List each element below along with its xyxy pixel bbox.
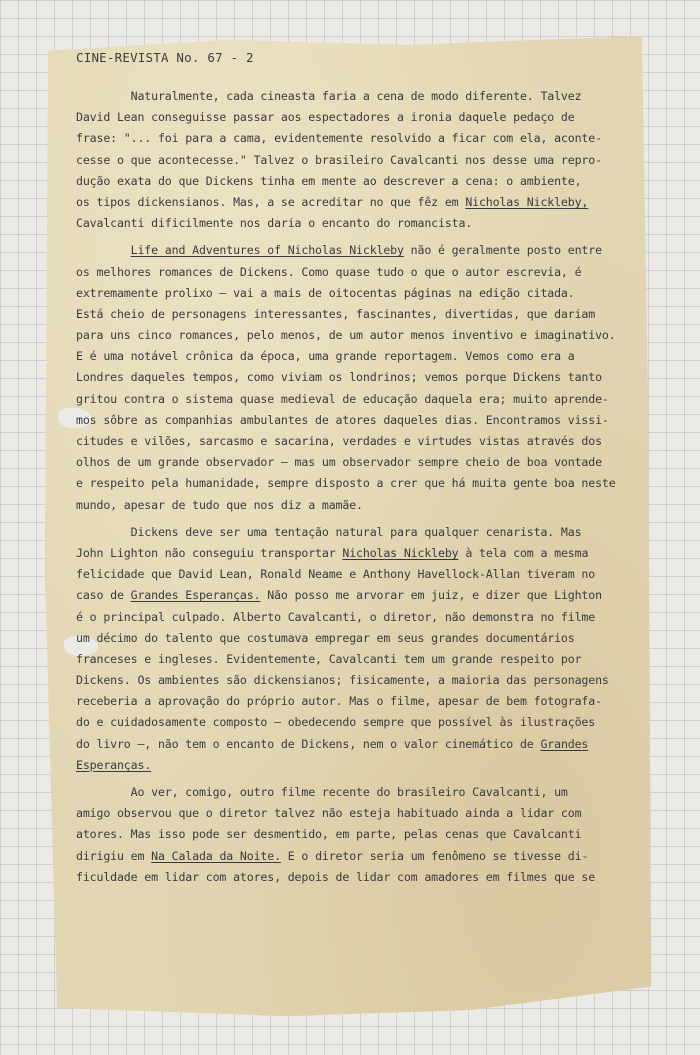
paragraph [76, 86, 651, 234]
text-segment: os tipos dickensianos. Mas, a se acreditar no que fêz em [76, 194, 466, 209]
text-segment: Naturalmente, cada cineasta faria a cena de modo diferente. Talvez [76, 89, 582, 103]
text-line [76, 712, 651, 733]
page-header: CINE-REVISTA No. 67 - 2 [76, 50, 254, 65]
text-line [76, 150, 651, 171]
underlined-title: Esperanças. [76, 757, 152, 772]
text-segment: Dickens. Os ambientes são dickensianos; fisicamente, a maioria das personagens [76, 673, 609, 688]
text-segment: Está cheio de personagens interessantes, fascinantes, divertidas, que dariam [76, 306, 596, 321]
underlined-title: Nicholas Nickleby [342, 545, 459, 560]
text-line [76, 262, 651, 283]
typed-body-text [76, 86, 651, 888]
text-line [76, 564, 651, 585]
text-segment: Não posso me arvorar em juiz, e dizer que Lighton [260, 588, 602, 603]
text-segment: do livro —, não tem o encanto de Dickens, nem o valor cinemático de [76, 736, 541, 751]
text-segment: E o diretor seria um fenômeno se tivesse di- [280, 848, 589, 863]
text-segment: um décimo do talento que costumava empregar em seus grandes documentários [76, 630, 575, 645]
text-line [76, 543, 651, 564]
text-segment: do e cuidadosamente composto — obedecendo sempre que possível às ilustrações [76, 715, 596, 730]
text-line [76, 734, 651, 755]
text-segment: dirigiu em [76, 848, 152, 863]
text-line [76, 410, 651, 431]
text-segment: mundo, apesar de tudo que nos diz a mamãe. [76, 497, 363, 512]
text-line [76, 192, 651, 213]
text-line [76, 283, 651, 304]
text-segment: Cavalcanti dificilmente nos daria o encanto do romancista. [76, 216, 473, 231]
text-segment: à tela com a mesma [458, 545, 589, 560]
text-segment: olhos de um grande observador — mas um observador sempre cheio de boa vontade [76, 455, 602, 470]
text-segment: cesse o que acontecesse." Talvez o brasileiro Cavalcanti nos desse uma repro- [76, 152, 602, 167]
text-segment: dução exata do que Dickens tinha em mente ao descrever a cena: o ambiente, [76, 173, 582, 188]
paragraph [76, 240, 651, 515]
text-segment: e respeito pela humanidade, sempre disposto a crer que há muita gente boa neste [76, 476, 616, 491]
text-segment: gritou contra o sistema quase medieval de educação daquela era; muito aprende- [76, 391, 609, 406]
text-line [76, 649, 651, 670]
text-line [76, 346, 651, 367]
text-segment: Londres daqueles tempos, como viviam os londrinos; vemos porque Dickens tanto [76, 370, 602, 385]
text-line [76, 171, 651, 192]
underlined-title: Grandes Esperanças. [130, 588, 261, 603]
text-line [76, 522, 651, 543]
text-line [76, 803, 651, 824]
text-line [76, 452, 651, 473]
underlined-title: Grandes [540, 736, 589, 751]
text-line [76, 782, 651, 803]
text-line [76, 585, 651, 606]
text-line [76, 431, 651, 452]
text-segment: mos sôbre as companhias ambulantes de atores daqueles dias. Encontramos vissi- [76, 412, 609, 427]
text-segment: E é uma notável crônica da época, uma grande reportagem. Vemos como era a [76, 349, 575, 364]
text-segment: frase: "... foi para a cama, evidentemente resolvido a ficar com ela, aconte- [76, 131, 602, 146]
text-line [76, 824, 651, 845]
text-segment: é o principal culpado. Alberto Cavalcanti, o diretor, não demonstra no filme [76, 609, 596, 624]
text-line [76, 325, 651, 346]
text-line [76, 867, 651, 888]
underlined-title: Nicholas Nickleby, [465, 194, 589, 209]
text-line [76, 628, 651, 649]
text-line [76, 670, 651, 691]
text-line [76, 691, 651, 712]
text-segment: receberia a aprovação do próprio autor. Mas o filme, apesar de bem fotografa- [76, 694, 602, 709]
text-line [76, 755, 651, 776]
text-line [76, 128, 651, 149]
text-segment: caso de [76, 588, 131, 603]
text-segment: John Lighton não conseguiu transportar [76, 545, 343, 560]
text-segment: atores. Mas isso pode ser desmentido, em parte, pelas cenas que Cavalcanti [76, 827, 582, 842]
text-segment: David Lean conseguisse passar aos espectadores a ironia daquele pedaço de [76, 110, 575, 125]
text-line [76, 495, 651, 516]
text-line [76, 367, 651, 388]
text-line [76, 846, 651, 867]
text-line [76, 607, 651, 628]
paragraph [76, 782, 651, 888]
text-segment: felicidade que David Lean, Ronald Neame e Anthony Havellock-Allan tiveram no [76, 567, 596, 582]
text-segment: ficuldade em lidar com atores, depois de lidar com amadores em filmes que se [76, 869, 596, 884]
text-segment: os melhores romances de Dickens. Como quase tudo o que o autor escrevia, é [76, 264, 582, 279]
text-segment: citudes e vilões, sarcasmo e sacarina, verdades e virtudes vistas através dos [76, 434, 602, 448]
text-line [76, 473, 651, 494]
text-line [76, 213, 651, 234]
text-line [76, 240, 651, 261]
underlined-title: Na Calada da Noite. [151, 848, 281, 863]
text-segment: franceses e ingleses. Evidentemente, Cavalcanti tem um grande respeito por [76, 651, 582, 666]
text-line [76, 389, 651, 410]
text-segment [76, 243, 131, 257]
text-segment: Dickens deve ser uma tentação natural para qualquer cenarista. Mas [76, 524, 582, 539]
text-segment: para uns cinco romances, pelo menos, de um autor menos inventivo e imaginativo. [76, 328, 616, 343]
text-segment: não é geralmente posto entre [403, 243, 602, 258]
text-segment: amigo observou que o diretor talvez não esteja habituado ainda a lidar com [76, 806, 582, 821]
text-line [76, 86, 651, 107]
underlined-title: Life and Adventures of Nicholas Nickleby [130, 243, 404, 258]
paragraph [76, 522, 651, 776]
text-line [76, 107, 651, 128]
text-segment: extremamente prolixo — vai a mais de oitocentas páginas na edição citada. [76, 285, 575, 300]
text-line [76, 304, 651, 325]
text-segment: Ao ver, comigo, outro filme recente do brasileiro Cavalcanti, um [76, 785, 568, 799]
